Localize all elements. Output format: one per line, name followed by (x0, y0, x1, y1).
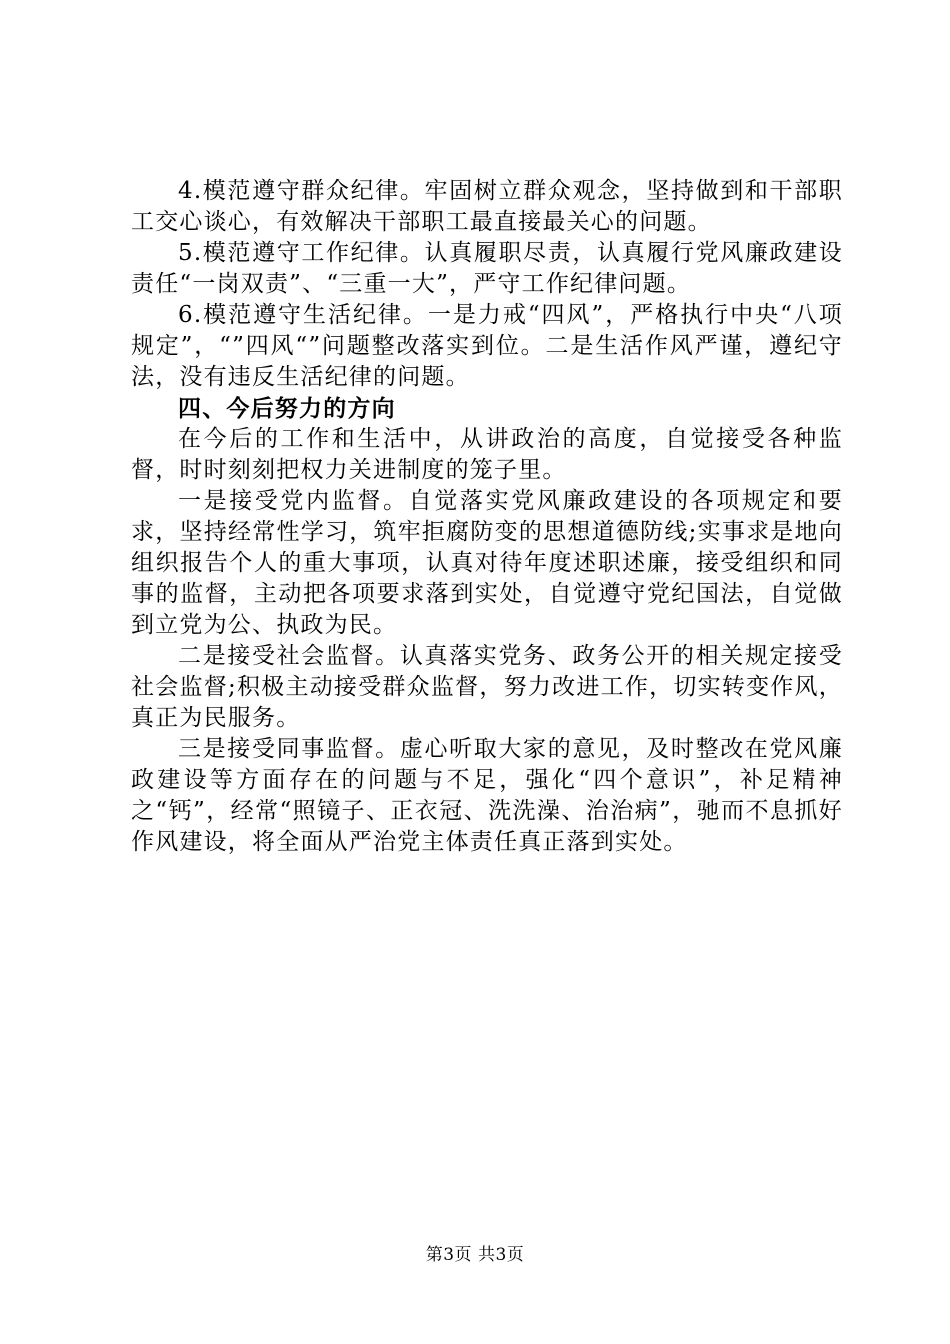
paragraph-party-supervision: 一是接受党内监督。自觉落实党风廉政建设的各项规定和要求，坚持经常性学习，筑牢拒腐防变的思想道德防线;实事求是地向组织报告个人的重大事项，认真对待年度述职述廉，接受组织和同事的监督，主动把各项要求落到实处，自觉遵守党纪国法，自觉做到立党为公、执政为民。 (131, 488, 843, 638)
paragraph-intro-supervision: 在今后的工作和生活中，从讲政治的高度，自觉接受各种监督，时时刻刻把权力关进制度的笼子里。 (131, 426, 843, 483)
paragraph-work-discipline: 5.模范遵守工作纪律。认真履职尽责，认真履行党风廉政建设责任“一岗双责”、“三重一大”，严守工作纪律问题。 (131, 240, 843, 297)
paragraph-colleague-supervision: 三是接受同事监督。虚心听取大家的意见，及时整改在党风廉政建设等方面存在的问题与不足，强化“四个意识”，补足精神之“钙”，经常“照镜子、正衣冠、洗洗澡、治治病”，驰而不息抓好作风建设，将全面从严治党主体责任真正落到实处。 (131, 736, 843, 855)
paragraph-life-discipline: 6.模范遵守生活纪律。一是力戒“四风”，严格执行中央“八项规定”，“”四风“”问题整改落实到位。二是生活作风严谨，遵纪守法，没有违反生活纪律的问题。 (131, 302, 843, 390)
paragraph-mass-discipline: 4.模范遵守群众纪律。牢固树立群众观念，坚持做到和干部职工交心谈心，有效解决干部职工最直接最关心的问题。 (131, 178, 843, 235)
page-footer: 第3页 共3页 (425, 1245, 525, 1265)
section-heading-future-direction: 四、今后努力的方向 (178, 395, 396, 422)
paragraph-social-supervision: 二是接受社会监督。认真落实党务、政务公开的相关规定接受社会监督;积极主动接受群众监督，努力改进工作，切实转变作风，真正为民服务。 (131, 643, 843, 731)
document-body (131, 176, 843, 858)
